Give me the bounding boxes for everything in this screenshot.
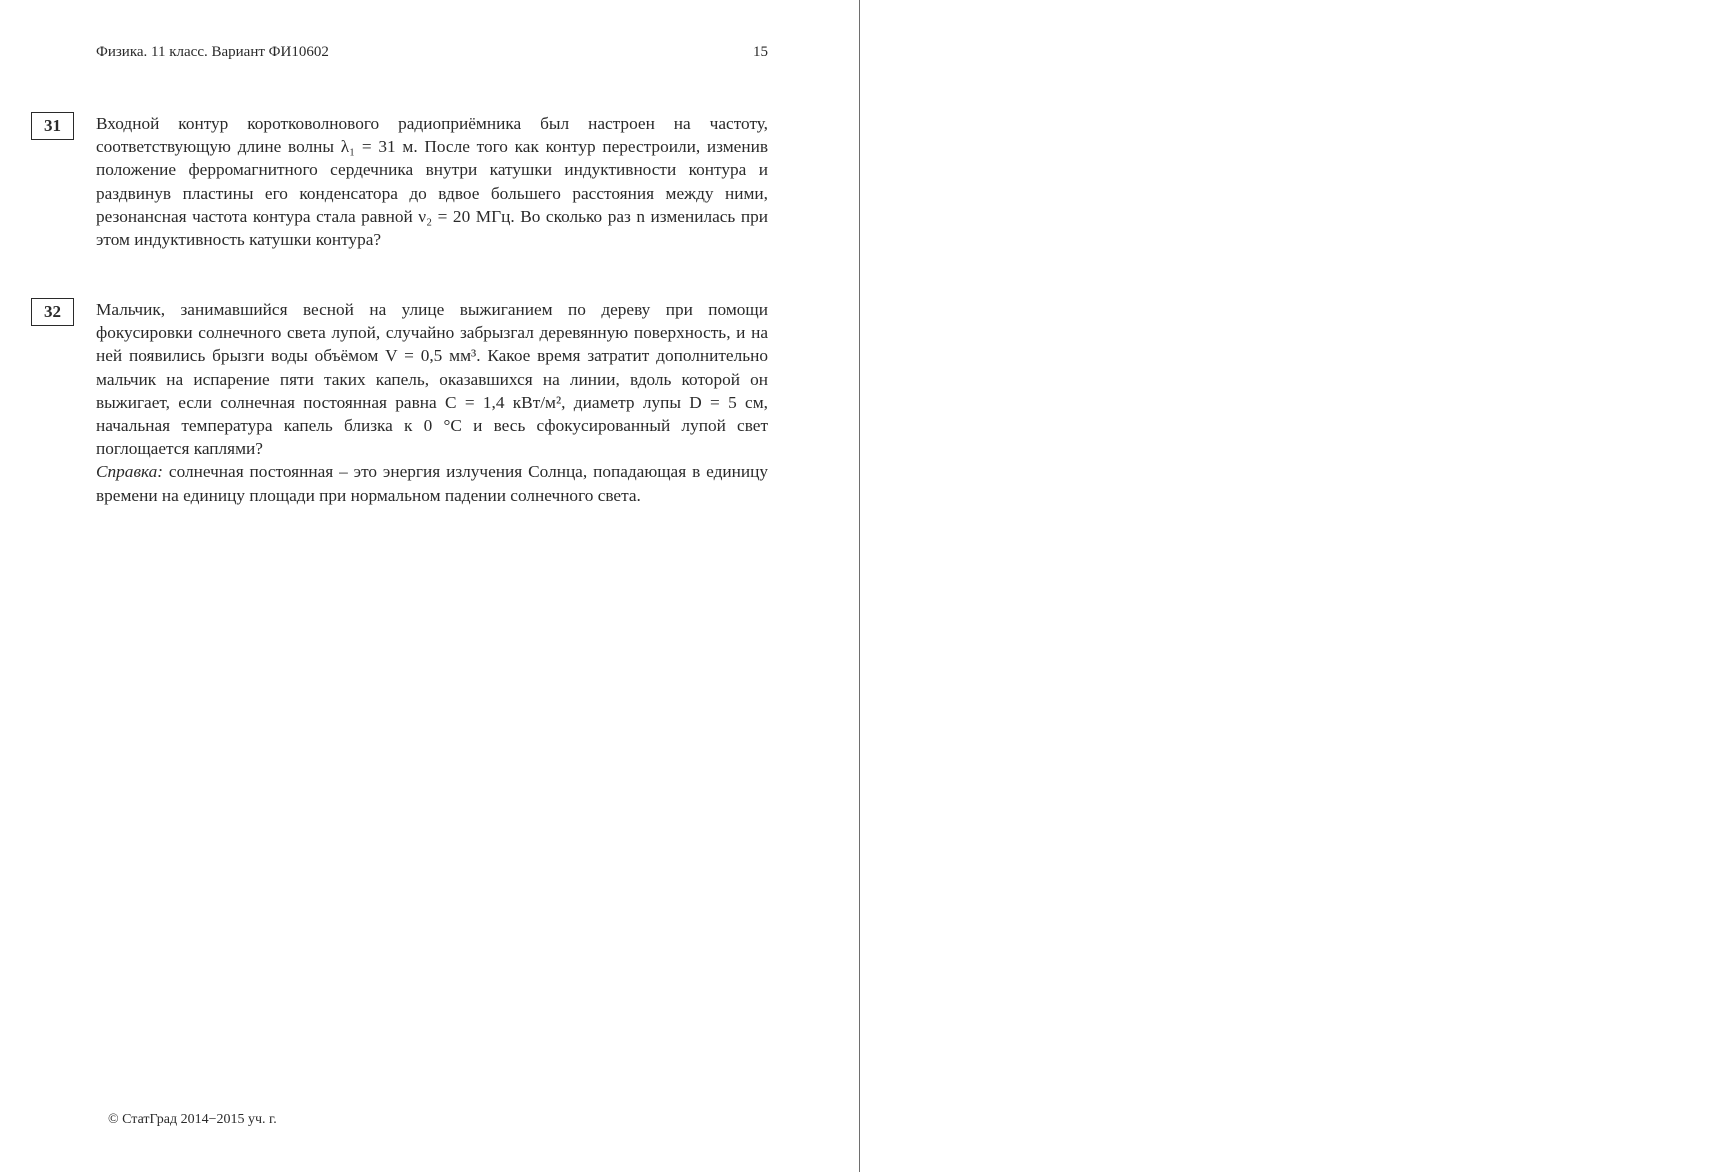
task-paragraph: Мальчик, занимавшийся весной на улице выжиганием по дереву при помощи фокусировки солнечного света лупой, случайно забрызгал деревянную поверхность, и на ней появились брызги воды объёмом V = 0,5 мм³. Какое время затратит дополнительно мальчик на испарение пяти таких капель, оказавшихся на линии, вдоль которой он выжигает, если солнечная постоянная равна C = 1,4 кВт/м², диаметр лупы D = 5 см, начальная температура капель близка к 0 °C и весь сфокусированный лупой свет поглощается каплями? [96, 300, 768, 459]
task-number-box: 31 [31, 112, 74, 140]
footer-copyright: © СтатГрад 2014−2015 уч. г. [108, 1112, 277, 1127]
task-text [96, 298, 768, 507]
task-paragraph: Входной контур коротковолнового радиоприёмника был настроен на частоту, соответствующую длине волны λ₁ = 31 м. После того как контур перестроили, изменив положение ферромагнитного сердечника внутри катушки индуктивности контура и раздвинув пластины его конденсатора до вдвое большего расстояния между ними, резонансная частота контура стала равной ν₂ = 20 МГц. Во сколько раз n изменилась при этом индуктивность катушки контура? [96, 114, 768, 250]
page-number: 15 [753, 44, 768, 60]
task-number-box: 32 [31, 298, 74, 326]
reference-label: Справка: [96, 462, 163, 482]
page-header-title: Физика. 11 класс. Вариант ФИ10602 [96, 44, 329, 60]
task-text [96, 112, 768, 251]
task-reference [96, 460, 768, 506]
reference-text: солнечная постоянная – это энергия излучения Солнца, попадающая в единицу времени на единицу площади при нормальном падении солнечного света. [96, 462, 768, 505]
right-page-blank [860, 0, 1716, 1172]
